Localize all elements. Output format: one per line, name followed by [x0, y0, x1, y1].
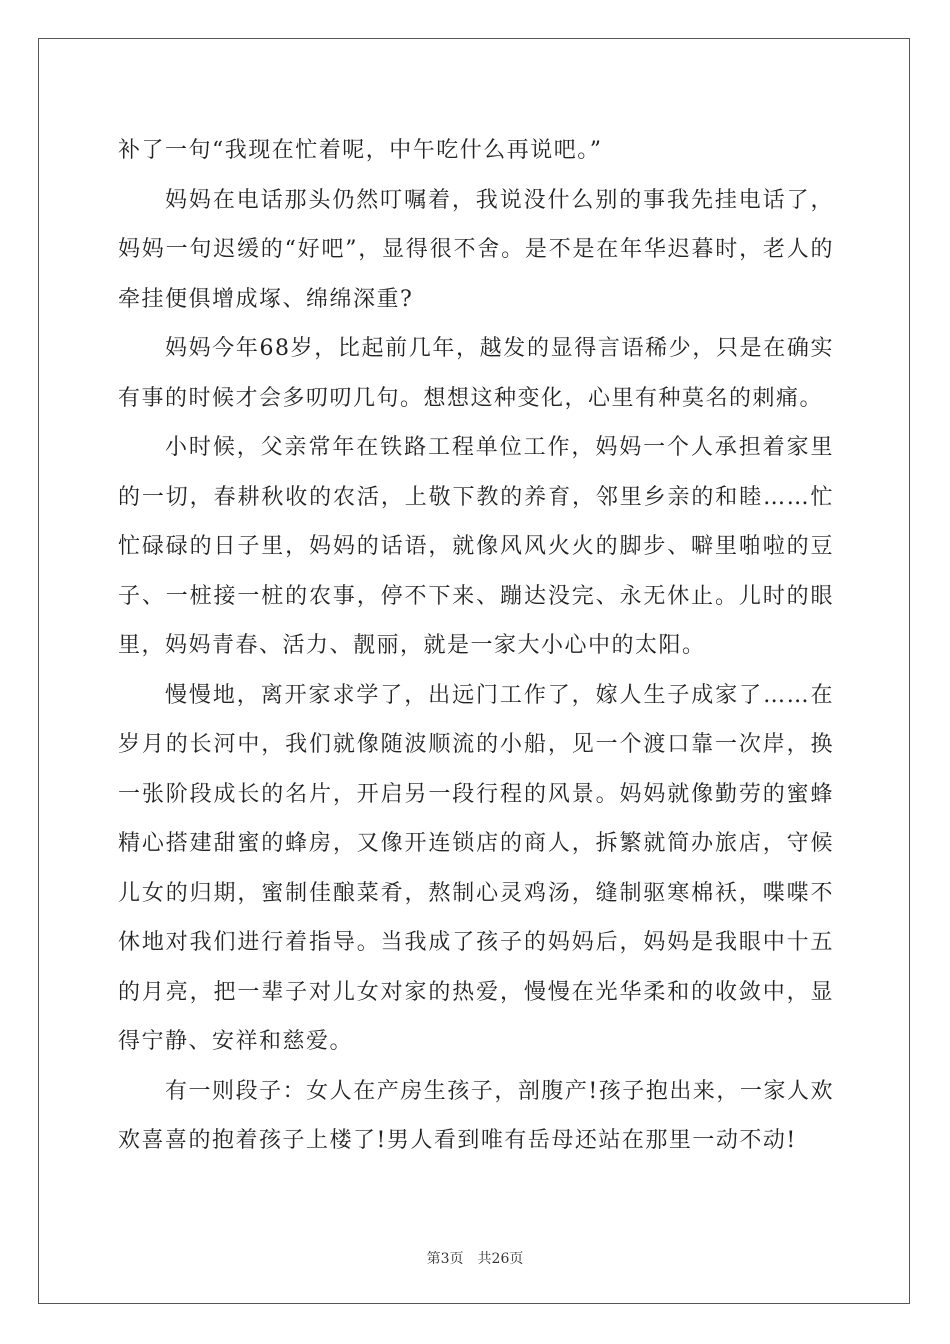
page-footer	[0, 1248, 950, 1268]
paragraph-1: 补了一句“我现在忙着呢，中午吃什么再说吧。”	[118, 138, 603, 163]
paragraph-6: 有一则段子：女人在产房生孩子，剖腹产!孩子抱出来，一家人欢欢喜喜的抱着孩子上楼了!男人看到唯有岳母还站在那里一动不动!	[118, 1078, 834, 1153]
page-total: 共26页	[477, 1251, 524, 1267]
paragraph-3: 妈妈今年68岁，比起前几年，越发的显得言语稀少，只是在确实有事的时候才会多叨叨几句。想想这种变化，心里有种莫名的刺痛。	[118, 336, 834, 411]
page-number: 第3页	[426, 1251, 464, 1267]
document-body	[118, 126, 834, 1166]
paragraph-4: 小时候，父亲常年在铁路工程单位工作，妈妈一个人承担着家里的一切，春耕秋收的农活，上敬下教的养育，邻里乡亲的和睦……忙忙碌碌的日子里，妈妈的话语，就像风风火火的脚步、噼里啪啦的豆子、一桩接一桩的农事，停不下来、蹦达没完、永无休止。儿时的眼里，妈妈青春、活力、靓丽，就是一家大小心中的太阳。	[118, 435, 834, 658]
paragraph-5: 慢慢地，离开家求学了，出远门工作了，嫁人生子成家了……在岁月的长河中，我们就像随波顺流的小船，见一个渡口靠一次岸，换一张阶段成长的名片，开启另一段行程的风景。妈妈就像勤劳的蜜蜂精心搭建甜蜜的蜂房，又像开连锁店的商人，拆繁就简办旅店，守候儿女的归期，蜜制佳酿菜肴，熬制心灵鸡汤，缝制驱寒棉袄，喋喋不休地对我们进行着指导。当我成了孩子的妈妈后，妈妈是我眼中十五的月亮，把一辈子对儿女对家的热爱，慢慢在光华柔和的收敛中，显得宁静、安祥和慈爱。	[118, 682, 834, 1054]
paragraph-2: 妈妈在电话那头仍然叮嘱着，我说没什么别的事我先挂电话了，妈妈一句迟缓的“好吧”，显得很不舍。是不是在年华迟暮时，老人的牵挂便俱增成塚、绵绵深重?	[118, 187, 834, 312]
